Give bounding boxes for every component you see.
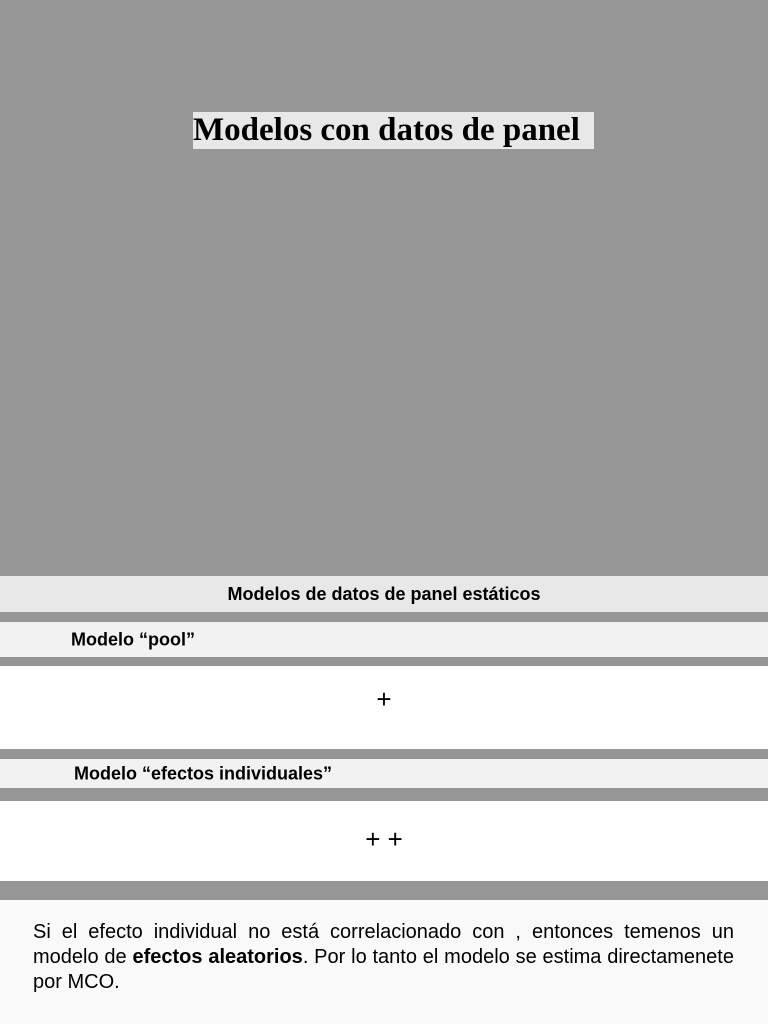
note-emphasis: efectos aleatorios <box>132 946 303 968</box>
slide-title: Modelos con datos de panel <box>193 112 594 149</box>
model-individual-formula-text: + + <box>365 824 403 854</box>
section-header: Modelos de datos de panel estáticos <box>0 576 768 612</box>
random-effects-note <box>0 900 768 1024</box>
model-individual-formula <box>0 801 768 881</box>
model-individual-row <box>0 759 768 788</box>
note-text-after: . Por lo tanto el modelo se estima directamenete por MCO. <box>33 946 734 993</box>
model-pool-formula-text: + <box>376 684 392 714</box>
model-pool-formula <box>0 666 768 749</box>
model-pool-row <box>0 622 768 657</box>
note-text-before: Si el efecto individual no está correlacionado con , entonces temenos un modelo de <box>33 921 734 968</box>
model-individual-label: Modelo “efectos individuales” <box>74 763 333 783</box>
model-pool-label: Modelo “pool” <box>71 629 195 649</box>
